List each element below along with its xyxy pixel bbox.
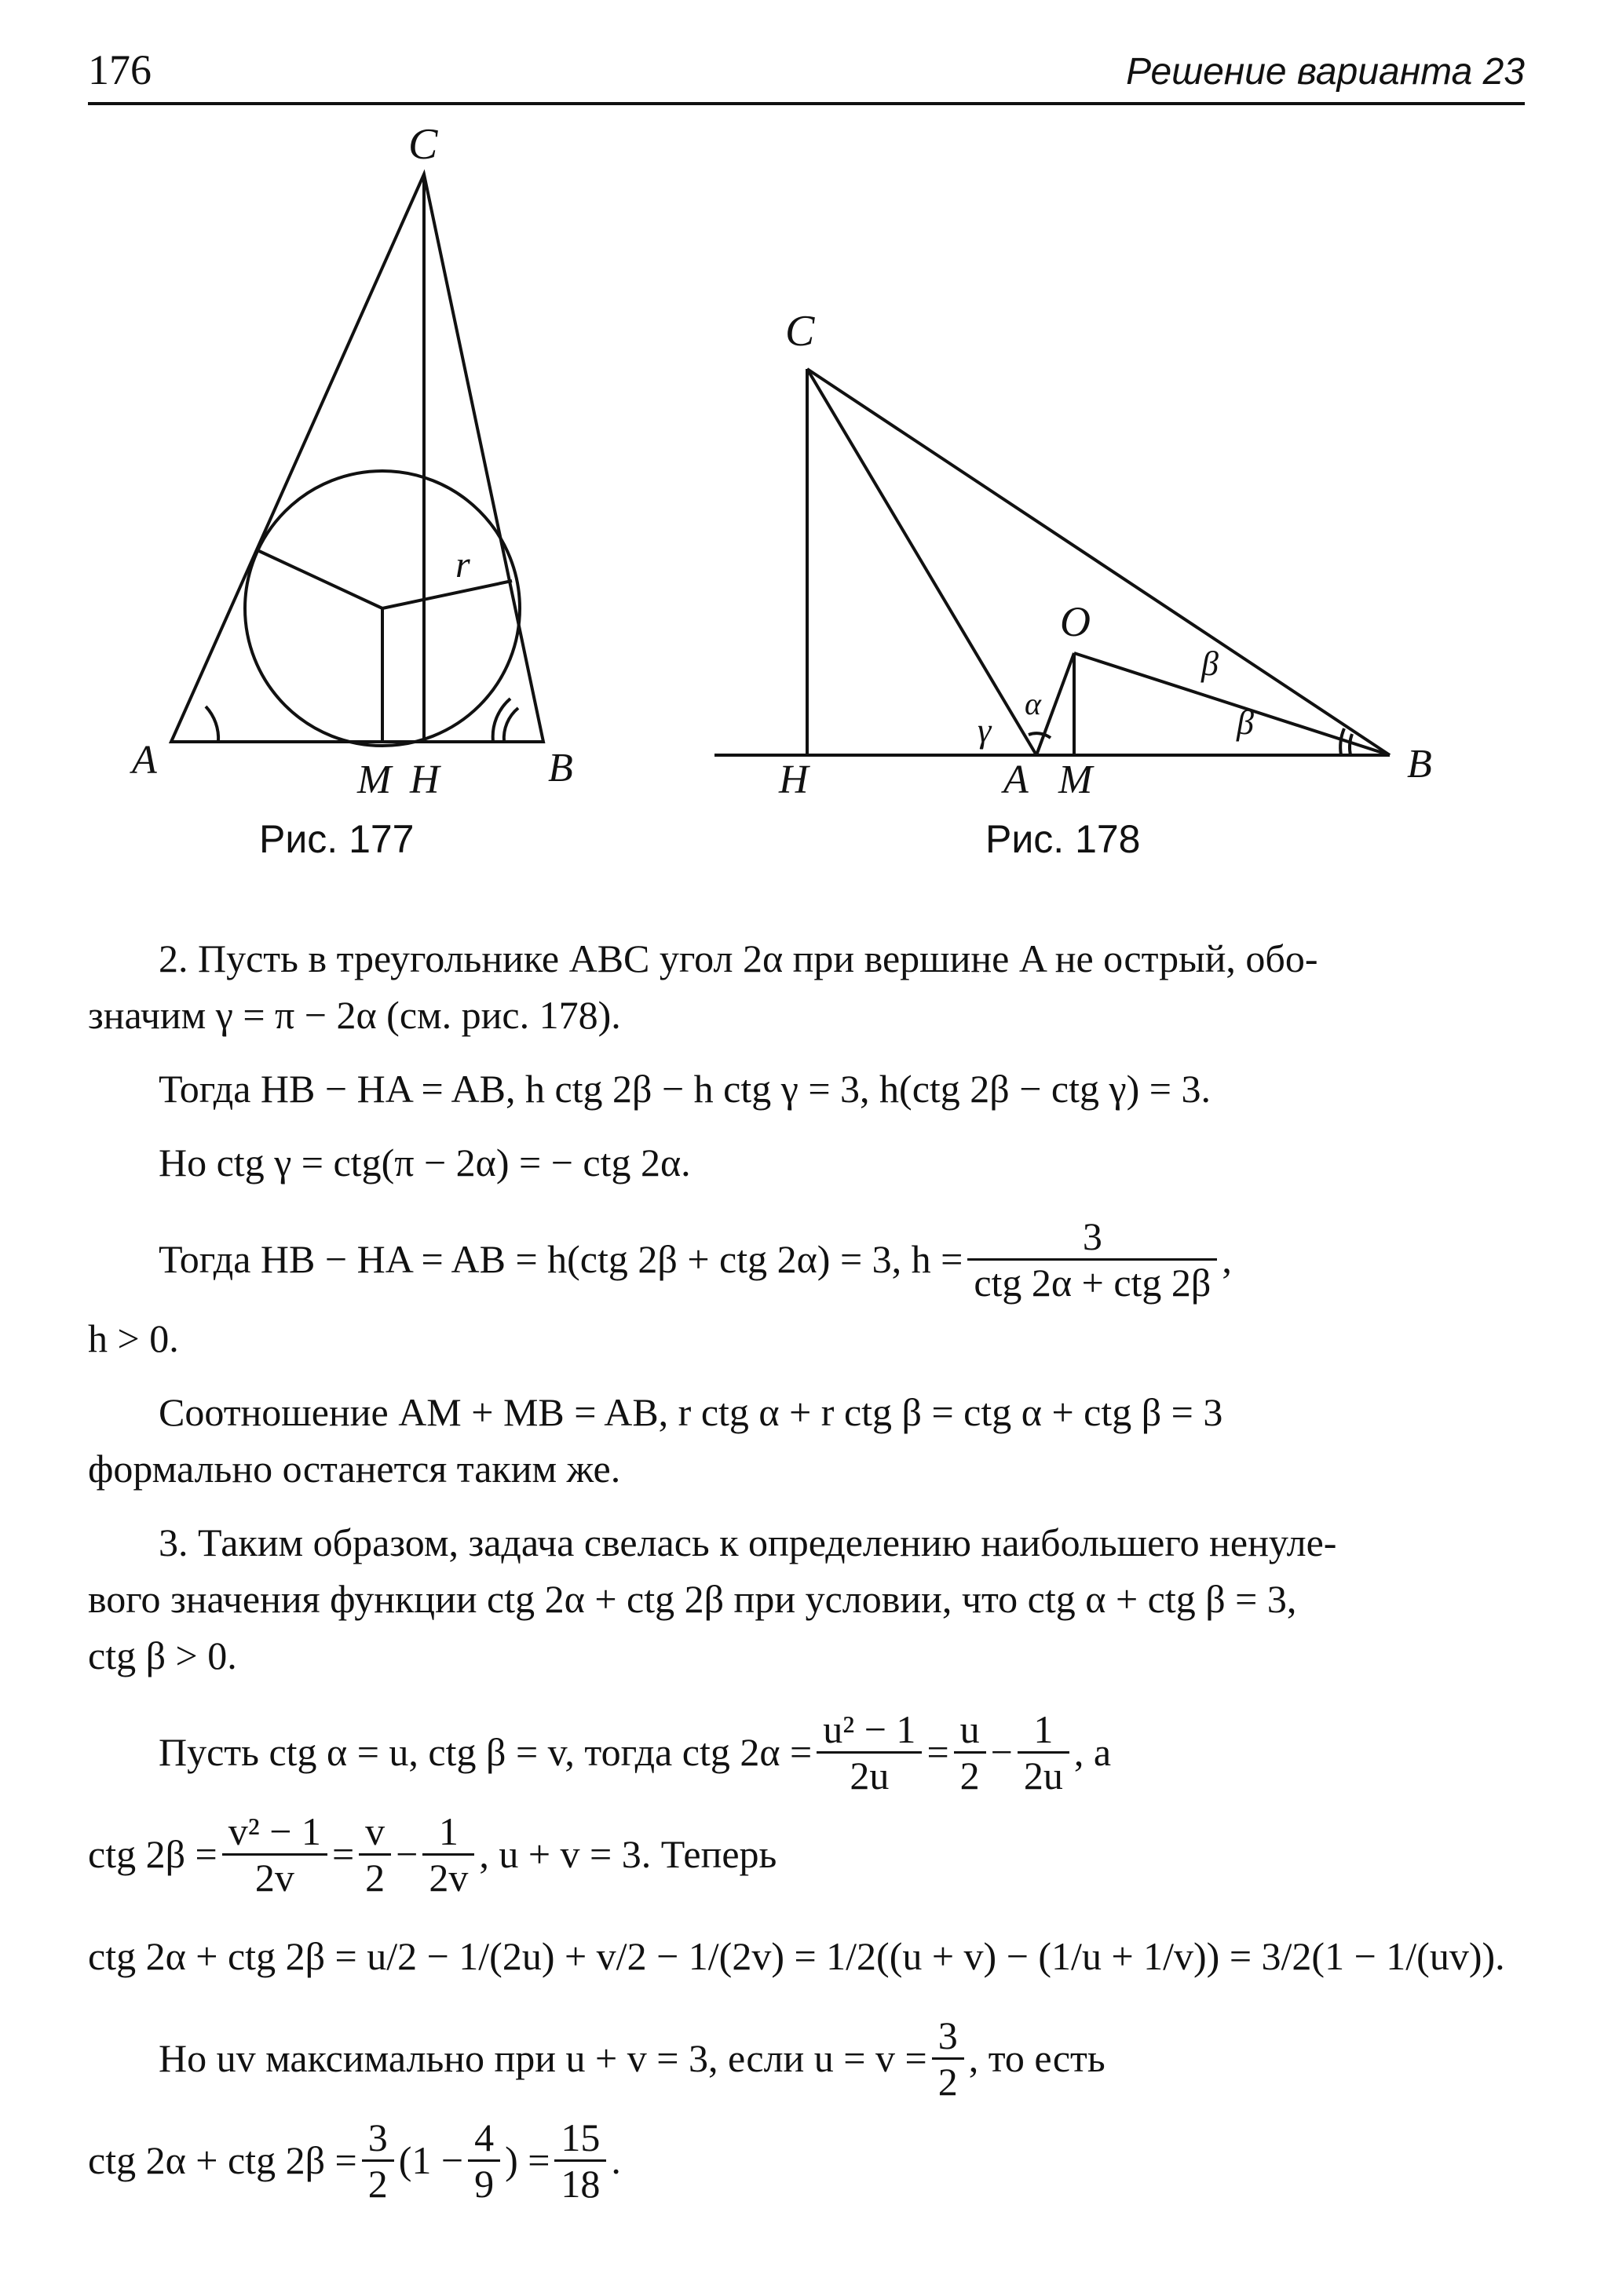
paragraph-3-line-3: ctg β > 0. — [88, 1633, 237, 1677]
angle-mark-a — [206, 706, 218, 742]
equation-hb-ha: Тогда HB − HA = AB, h ctg 2β − h ctg γ = 3, h(ctg 2β − ctg γ) = 3. — [159, 1067, 1211, 1111]
equation-ctg-gamma: Но ctg γ = ctg(π − 2α) = − ctg 2α. — [159, 1141, 691, 1185]
solution-text — [88, 930, 1525, 2211]
page-header — [88, 46, 1525, 108]
label-h: H — [410, 757, 440, 802]
minus-sign: − — [990, 1730, 1013, 1774]
label-alpha: α — [1025, 686, 1041, 721]
label-o: O — [1060, 598, 1091, 645]
figure-177 — [118, 118, 605, 801]
fraction — [817, 1707, 922, 1798]
fraction — [222, 1809, 327, 1900]
equals-sign: = — [331, 1832, 355, 1876]
fraction-denominator: 2v — [429, 1855, 469, 1900]
equation-middle: (1 − — [398, 2138, 464, 2182]
fraction-result — [554, 2115, 606, 2206]
triangle-abc — [171, 174, 543, 742]
radius-to-bc — [382, 581, 512, 608]
fraction — [1018, 1707, 1069, 1798]
equals-sign: = — [926, 1730, 949, 1774]
fraction-denominator: ctg 2α + ctg 2β — [974, 1260, 1211, 1305]
equation-ctg-2alpha — [88, 1701, 1525, 1803]
label-c: C — [785, 307, 815, 356]
equation-h — [88, 1208, 1525, 1310]
fraction-numerator: 3 — [362, 2115, 394, 2162]
paragraph-3-line-2: вого значения функции ctg 2α + ctg 2β при условии, что ctg α + ctg β = 3, — [88, 1577, 1297, 1621]
label-gamma: γ — [978, 711, 992, 750]
fraction-numerator: v — [359, 1809, 391, 1856]
fraction — [362, 2115, 394, 2206]
equation-sum: ctg 2α + ctg 2β = u/2 − 1/(2u) + v/2 − 1/(2v) = 1/2((u + v) − (1/u + 1/v)) = 3/2(1 − 1/(uv)). — [88, 1934, 1505, 1978]
fraction-numerator: 1 — [422, 1809, 474, 1856]
equation-tail: . — [611, 2138, 621, 2182]
fraction-denominator: 2u — [850, 1753, 890, 1798]
equation-tail: , u + v = 3. Теперь — [479, 1832, 777, 1876]
label-c: C — [408, 120, 438, 169]
equation-tail: , то есть — [968, 2036, 1106, 2080]
figure-178 — [691, 298, 1523, 816]
label-b: B — [1407, 742, 1432, 787]
equation-lead: Но uv максимально при u + v = 3, если u = v = — [159, 2036, 927, 2080]
equation-h-tail: , — [1222, 1237, 1232, 1281]
paragraph-2-line-2: значим γ = π − 2α (см. рис. 178). — [88, 993, 621, 1037]
equation-result — [88, 2109, 1525, 2211]
equation-lead: Пусть ctg α = u, ctg β = v, тогда ctg 2α = — [159, 1730, 813, 1774]
fraction-numerator: 3 — [967, 1214, 1217, 1261]
equation-ctg-2beta — [88, 1803, 1525, 1905]
label-m: M — [357, 757, 392, 802]
fraction-denominator: 2u — [1023, 1753, 1063, 1798]
fraction-numerator: 3 — [932, 2013, 964, 2060]
label-beta-1: β — [1201, 644, 1219, 683]
fraction — [422, 1809, 474, 1900]
equation-h-lead: Тогда HB − HA = AB = h(ctg 2β + ctg 2α) = 3, h = — [159, 1237, 963, 1281]
paragraph-ratio-line-1: Соотношение AM + MB = AB, r ctg α + r ctg β = ctg α + ctg β = 3 — [159, 1390, 1223, 1434]
label-m: M — [1058, 757, 1093, 802]
minus-sign: − — [396, 1832, 418, 1876]
angle-mark-b1 — [504, 708, 518, 742]
side-cb — [807, 369, 1390, 755]
angle-mark-alpha — [1029, 733, 1051, 738]
paragraph-3-line-1: 3. Таким образом, задача свелась к определению наибольшего ненуле- — [159, 1520, 1337, 1564]
figure-177-caption: Рис. 177 — [259, 817, 415, 861]
figure-178-caption: Рис. 178 — [985, 817, 1141, 861]
paragraph-2-line-1: 2. Пусть в треугольнике ABC угол 2α при вершине A не острый, обо- — [159, 936, 1318, 980]
radius-to-ac — [259, 551, 382, 608]
label-h: H — [779, 757, 809, 802]
page-number: 176 — [88, 46, 152, 93]
fraction — [359, 1809, 391, 1900]
fraction-denominator: 18 — [561, 2161, 601, 2206]
fraction-numerator: 15 — [554, 2115, 606, 2162]
fraction-numerator: v² − 1 — [222, 1809, 327, 1856]
fraction-denominator: 2v — [254, 1855, 294, 1900]
label-a: A — [1003, 757, 1029, 802]
equation-close: ) = — [505, 2138, 550, 2182]
fraction-numerator: 4 — [468, 2115, 500, 2162]
side-ca — [807, 369, 1036, 755]
equation-lead: ctg 2β = — [88, 1832, 217, 1876]
fraction-denominator: 2 — [367, 2161, 388, 2206]
running-title: Решение варианта 23 — [1126, 51, 1525, 93]
label-a: A — [132, 738, 157, 783]
label-beta-2: β — [1237, 703, 1254, 742]
label-b: B — [548, 746, 573, 790]
header-rule — [88, 102, 1525, 105]
paragraph-ratio-line-2: формально останется таким же. — [88, 1447, 621, 1491]
label-r: r — [455, 544, 470, 586]
fraction-denominator: 2 — [959, 1753, 980, 1798]
fraction — [954, 1707, 986, 1798]
h-positive: h > 0. — [88, 1316, 179, 1360]
equation-uv-max — [88, 2007, 1525, 2109]
fraction — [468, 2115, 500, 2206]
fraction-denominator: 2 — [365, 1855, 386, 1900]
equation-tail: , а — [1073, 1730, 1112, 1774]
fraction — [932, 2013, 964, 2104]
fraction-numerator: 1 — [1018, 1707, 1069, 1754]
fraction-denominator: 9 — [474, 2161, 495, 2206]
angle-mark-b1 — [1350, 734, 1352, 755]
equation-lead: ctg 2α + ctg 2β = — [88, 2138, 357, 2182]
fraction-h — [967, 1214, 1217, 1305]
segment-ao — [1036, 653, 1074, 755]
fraction-numerator: u — [954, 1707, 986, 1754]
fraction-numerator: u² − 1 — [817, 1707, 922, 1754]
fraction-denominator: 2 — [937, 2059, 958, 2104]
